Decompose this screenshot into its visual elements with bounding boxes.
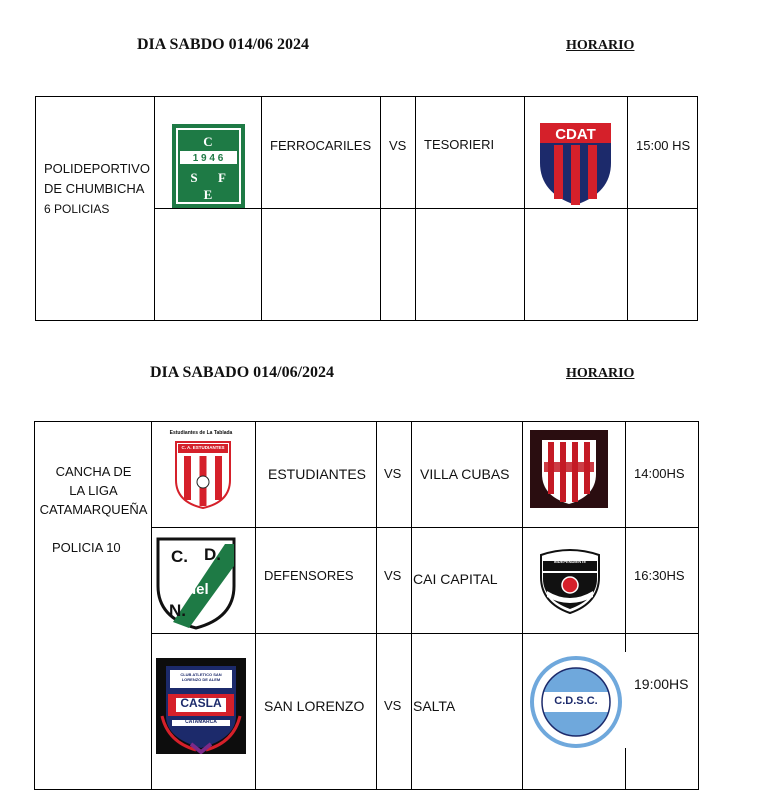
away-logo-cell <box>523 528 626 634</box>
estudiantes-crest-icon <box>174 440 232 510</box>
table-row <box>36 97 698 209</box>
time-cell <box>626 634 699 790</box>
section2-horario-label: HORARIO <box>566 366 635 381</box>
venue-line: CATAMARQUEÑA <box>39 502 148 517</box>
section1-table <box>35 96 698 321</box>
venue-cell <box>36 97 155 321</box>
away-team-cell <box>412 528 523 634</box>
time-cell <box>626 422 699 528</box>
home-team: ESTUDIANTES <box>268 466 367 482</box>
home-team-cell <box>262 97 381 209</box>
home-team: DEFENSORES <box>264 568 354 583</box>
vs-cell <box>381 97 416 209</box>
away-logo-cell <box>525 97 628 209</box>
match-time: 14:00HS <box>634 466 685 481</box>
section1-horario-label: HORARIO <box>566 38 635 53</box>
match-time: 19:00HS <box>634 676 689 692</box>
venue-line: CANCHA DE <box>55 464 132 479</box>
vs-label: VS <box>389 138 407 153</box>
match-time: 15:00 HS <box>636 138 691 153</box>
venue-line: POLIDEPORTIVO <box>44 161 150 176</box>
police-count: 6 POLICIAS <box>44 202 110 216</box>
vs-cell <box>377 422 412 528</box>
away-team-cell <box>412 422 523 528</box>
svg-text:C: C <box>203 134 213 149</box>
svg-text:F: F <box>218 170 226 185</box>
empty-cell <box>525 209 628 321</box>
villa-cubas-crest-icon <box>530 430 608 508</box>
svg-text:1 9 4 6: 1 9 4 6 <box>192 153 224 164</box>
empty-cell <box>155 209 262 321</box>
cai-crest-text: CLUB ATLETICO INDEPENDIENTE <box>553 554 587 564</box>
empty-cell <box>416 209 525 321</box>
vs-label: VS <box>384 466 402 481</box>
svg-text:D.: D. <box>204 545 221 564</box>
vs-label: VS <box>384 568 402 583</box>
home-team-cell <box>256 528 377 634</box>
casla-crest-text: CASLA <box>180 696 222 710</box>
away-team-cell <box>416 97 525 209</box>
time-cell <box>626 528 699 634</box>
venue-line: LA LIGA <box>69 483 118 498</box>
home-logo-cell <box>155 97 262 209</box>
vs-label: VS <box>384 698 402 713</box>
venue-line: DE CHUMBICHA <box>44 181 145 196</box>
svg-text:del: del <box>187 581 209 598</box>
cdat-crest-icon <box>537 119 614 207</box>
home-logo-cell <box>152 634 256 790</box>
estudiantes-crest-text: C. A. ESTUDIANTES <box>181 445 225 450</box>
cdsc-crest-text: C.D.S.C. <box>554 695 598 707</box>
defensores-crest-icon <box>155 536 237 630</box>
casla-crest-bottom: CATAMARCA <box>185 719 217 725</box>
vs-cell <box>377 634 412 790</box>
match-time: 16:30HS <box>634 568 685 583</box>
away-team: TESORIERI <box>424 137 495 152</box>
empty-cell <box>628 209 698 321</box>
venue-cell <box>35 422 152 790</box>
away-team: CAI CAPITAL <box>413 571 498 587</box>
section1-header: DIA SABDO 014/06 2024 <box>137 36 310 53</box>
time-cell <box>628 97 698 209</box>
home-team: SAN LORENZO <box>264 698 365 714</box>
casla-crest-top: CLUB ATLETICO SAN LORENZO DE ALEM <box>180 672 222 682</box>
svg-text:CDAT: CDAT <box>555 126 596 143</box>
empty-cell <box>381 209 416 321</box>
away-logo-cell <box>523 422 626 528</box>
away-team-cell <box>412 634 523 790</box>
vs-cell <box>377 528 412 634</box>
svg-text:C.: C. <box>171 547 188 566</box>
police-count: POLICIA 10 <box>52 540 121 555</box>
home-team-cell <box>256 422 377 528</box>
ferrocarril-crest-icon <box>172 124 245 208</box>
table-row <box>35 422 699 528</box>
away-team: SALTA <box>413 698 456 714</box>
section2-header: DIA SABADO 014/06/2024 <box>150 364 335 381</box>
svg-text:S: S <box>190 170 198 185</box>
svg-text:E: E <box>203 187 213 202</box>
home-team-cell <box>256 634 377 790</box>
home-logo-cell <box>152 422 256 528</box>
section2-table <box>34 421 699 790</box>
empty-cell <box>262 209 381 321</box>
away-team: VILLA CUBAS <box>420 466 510 482</box>
svg-text:N.: N. <box>169 601 186 620</box>
home-team: FERROCARILES <box>270 138 372 153</box>
away-logo-cell <box>523 634 626 790</box>
estudiantes-caption: Estudiantes de La Tablada <box>169 430 233 436</box>
home-logo-cell <box>152 528 256 634</box>
